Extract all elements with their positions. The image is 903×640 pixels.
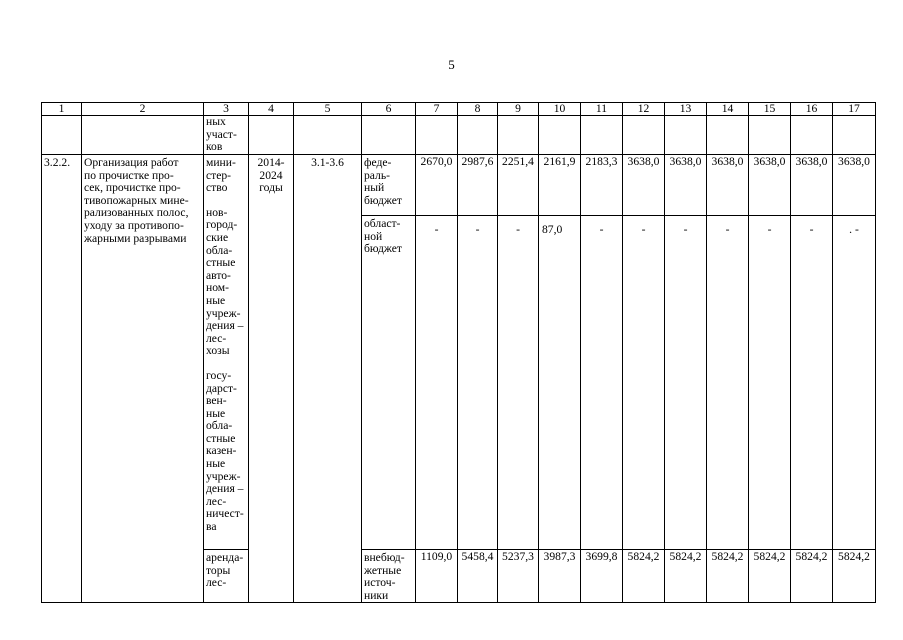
column-header: 2 [82,103,204,116]
value-cell: 5824,2 [665,550,707,603]
value-cell: - [498,216,539,550]
implementation-years: 2014- 2024 годы [257,156,285,195]
value-cell: - [749,216,791,550]
column-header: 12 [623,103,665,116]
value-cell: - [458,216,498,550]
value-cell: 3638,0 [665,155,707,216]
column-header: 10 [539,103,581,116]
value-cell: 2183,3 [581,155,623,216]
value-cell: - [623,216,665,550]
column-header: 4 [249,103,294,116]
executor-leskhozy: нов- город- ские обла- стные авто- ном- ные учреж- дения – лес- хозы [206,205,244,358]
value-cell: 3638,0 [749,155,791,216]
target-indicators: 3.1-3.6 [294,155,362,603]
column-header: 5 [294,103,362,116]
executor-lesnichestva: госу- дарст- вен- ные обла- стные казен- ные учреж- дения – лес- ничест- ва [206,368,244,534]
executor-tenants: арендa- торы лес- [206,551,244,590]
value-cell: - [416,216,458,550]
value-cell: 2987,6 [458,155,498,216]
value-cell: . - [833,216,876,550]
value-cell: 5824,2 [707,550,749,603]
value-cell: 5237,3 [498,550,539,603]
item-name: Организация работ по прочистке про- сек, прочистке про- тивопожарных мине- рализованных полос, уходу за противопо- жарными разрывами [84,156,189,245]
column-header: 13 [665,103,707,116]
funding-source: внебюд- жетные источ- ники [364,551,405,602]
value-cell: 3699,8 [581,550,623,603]
column-header: 3 [204,103,249,116]
value-cell: 5824,2 [791,550,833,603]
value-cell: 1109,0 [416,550,458,603]
executor-continuation: ных участ- ков [206,115,237,154]
column-header: 14 [707,103,749,116]
value-cell: 5824,2 [833,550,876,603]
value-cell: 2670,0 [416,155,458,216]
value-cell: 3987,3 [539,550,581,603]
value-cell: - [791,216,833,550]
value-cell: - [665,216,707,550]
page-number: 5 [448,57,455,72]
column-header: 11 [581,103,623,116]
column-header: 17 [833,103,876,116]
federal-budget-row [42,155,876,216]
value-cell: 3638,0 [833,155,876,216]
column-header: 15 [749,103,791,116]
item-number: 3.2.2. [42,155,82,603]
column-header: 7 [416,103,458,116]
funding-source: област- ной бюджет [364,217,402,256]
value-cell: 5458,4 [458,550,498,603]
executor-ministry: мини- стер- ство [206,156,236,195]
value-cell: - [707,216,749,550]
column-header: 8 [458,103,498,116]
column-header: 16 [791,103,833,116]
executors-cell [204,155,249,550]
value-cell: 87,0 [539,216,581,550]
value-cell: 3638,0 [707,155,749,216]
column-header: 6 [362,103,416,116]
value-cell: 2161,9 [539,155,581,216]
value-cell: 5824,2 [623,550,665,603]
value-cell: 2251,4 [498,155,539,216]
column-header: 9 [498,103,539,116]
column-number-row [42,103,876,116]
program-table [41,102,876,603]
value-cell: 5824,2 [749,550,791,603]
continuation-row [42,116,876,155]
value-cell: 3638,0 [791,155,833,216]
column-header: 1 [42,103,82,116]
funding-source: феде- раль- ный бюджет [364,156,402,207]
value-cell: 3638,0 [623,155,665,216]
value-cell: - [581,216,623,550]
